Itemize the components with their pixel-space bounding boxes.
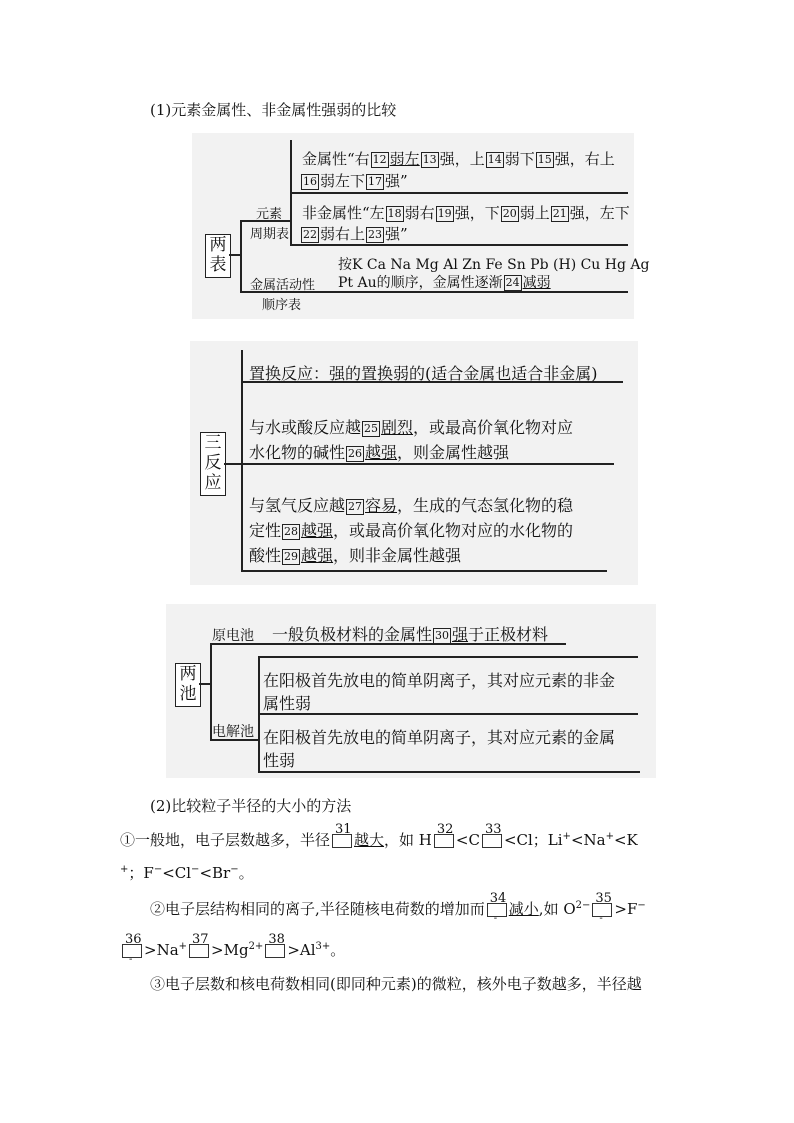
radius-rule2-line2: 36 - >Na+ 37 $>Mg^{2+}$ 38 $>Al^{3+}$。	[120, 939, 345, 960]
lc-stem	[199, 683, 210, 685]
sfy-vertical	[241, 350, 243, 572]
reaction-hydrogen-line1: 与氢气反应越 27 容易，生成的气态氢化物的稳	[249, 496, 574, 515]
reaction-water-line1: 与水或酸反应越 25 剧烈，或最高价氧化物对应	[249, 418, 574, 437]
radius-rule2-line1: ②电子层结构相同的离子,半径随核电荷数的增加而 34 - 减小,如 $O^{2-}$ 35 - >F−	[150, 891, 646, 924]
sfy-line3	[241, 570, 607, 572]
reaction-hydrogen-line2: 定性 28 越强，或最高价氧化物对应的水化物的	[249, 521, 574, 540]
liangchi-box: 两 池	[175, 663, 201, 707]
dianjie-rule1-line2: 属性弱	[263, 694, 312, 713]
yuandianchi-rule: 一般负极材料的金属性 30 强于正极材料	[272, 625, 549, 644]
blank-35[interactable]: 35 -	[592, 903, 612, 917]
branch-periodic-1: 元素	[256, 207, 283, 222]
activity-series-line2: Pt Au的顺序，金属性逐渐 24 减弱	[338, 275, 551, 291]
nonmetal-rule-line1: 非金属性“左 18 弱右 19 强，下 20 弱上 21 强，左下	[302, 204, 630, 222]
dianjie-rule1-line1: 在阳极首先放电的简单阴离子，其对应元素的非金	[263, 671, 616, 690]
branch-periodic-2: 周期表	[250, 227, 290, 242]
radius-rule1-line2: +；F−<Cl−<Br−。	[120, 864, 254, 882]
lb-vertical	[240, 220, 242, 292]
reaction-displacement: 置换反应：强的置换弱的(适合金属也适合非金属)	[249, 364, 598, 383]
reaction-hydrogen-line3: 酸性 29 越强，则非金属性越强	[249, 546, 462, 565]
blank-36[interactable]: 36 -	[122, 944, 142, 958]
dianjie-rule2-line1: 在阳极首先放电的简单阴离子，其对应元素的金属	[263, 728, 616, 747]
metal-rule-line1: 金属性“右 12 弱左 13 强，上 14 弱下 15 强，右上	[302, 150, 615, 168]
radius-rule1-line1: ①一般地，电子层数越多，半径 31 越大，如 H 32 <C 33 <Cl；Li+<Na+<K	[120, 822, 638, 849]
label-yuandianchi: 原电池	[212, 628, 254, 644]
metal-rule-line2: 16 弱左下 17 强”	[303, 172, 408, 190]
nonmetal-rule-line2: 22 弱右上 23 强”	[303, 225, 408, 243]
label-dianjiechi: 电解池	[212, 724, 254, 740]
blank-31[interactable]: 31	[332, 834, 352, 848]
lc-sub-mid	[258, 713, 638, 715]
sfy-stem	[224, 463, 614, 465]
lb-sub-line1	[290, 192, 628, 194]
blank-33[interactable]: 33	[482, 834, 502, 848]
blank-32[interactable]: 32	[434, 834, 454, 848]
branch-activity-2: 顺序表	[262, 298, 302, 313]
blank-38[interactable]: 38	[265, 944, 285, 958]
dianjie-rule2-line2: 性弱	[263, 751, 296, 770]
section1-title: (1)元素金属性、非金属性强弱的比较	[150, 101, 397, 119]
blank-34[interactable]: 34 -	[487, 903, 507, 917]
blank-37[interactable]: 37	[189, 944, 209, 958]
section2-title: (2)比较粒子半径的大小的方法	[150, 797, 352, 815]
branch-activity-1: 金属活动性	[250, 278, 316, 293]
liangbiao-box: 两 表	[205, 234, 231, 278]
lc-sub-top	[258, 656, 638, 658]
lb-sub-line2	[290, 244, 628, 246]
lc-sub-bottom	[258, 771, 640, 773]
activity-series-line1: 按K Ca Na Mg Al Zn Fe Sn Pb (H) Cu Hg Ag	[338, 257, 650, 273]
radius-rule3-line1: ③电子层数和核电荷数相同(即同种元素)的微粒，核外电子数越多，半径越	[150, 975, 642, 993]
sanfanying-box: 三 反 应	[200, 432, 226, 496]
reaction-water-line2: 水化物的碱性 26 越强，则金属性越强	[249, 443, 510, 462]
